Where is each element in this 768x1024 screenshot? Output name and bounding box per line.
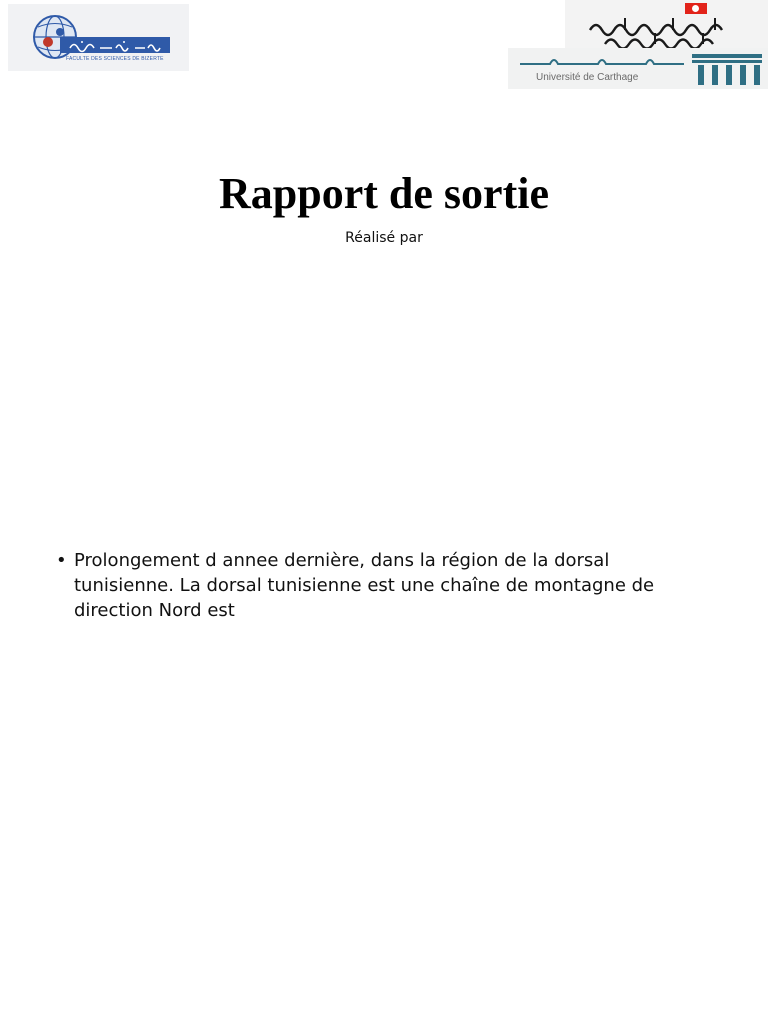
- tunisia-flag-icon: [685, 3, 707, 14]
- university-name: Université de Carthage: [536, 72, 639, 83]
- list-item: [56, 548, 696, 623]
- bullet-text: Prolongement d annee dernière, dans la région de la dorsal tunisienne. La dorsal tunisienne est une chaîne de montagne de direction Nord est: [74, 550, 655, 621]
- columns-icon: [692, 52, 762, 86]
- faculty-subline: FACULTE DES SCIENCES DE BIZERTE: [66, 56, 164, 62]
- page-subtitle: Réalisé par: [345, 230, 423, 246]
- university-arabic-mark: [516, 52, 696, 74]
- faculty-logo: [8, 4, 189, 71]
- bullet-dot: •: [56, 550, 67, 571]
- faculty-name-banner: [60, 37, 170, 53]
- bullet-list: [56, 548, 696, 623]
- ministry-logo: [565, 0, 768, 50]
- arabic-script-mark: [60, 37, 170, 53]
- page-title: Rapport de sortie: [219, 169, 549, 218]
- university-logo: [508, 48, 768, 89]
- arabic-calligraphy-mark: [585, 16, 765, 48]
